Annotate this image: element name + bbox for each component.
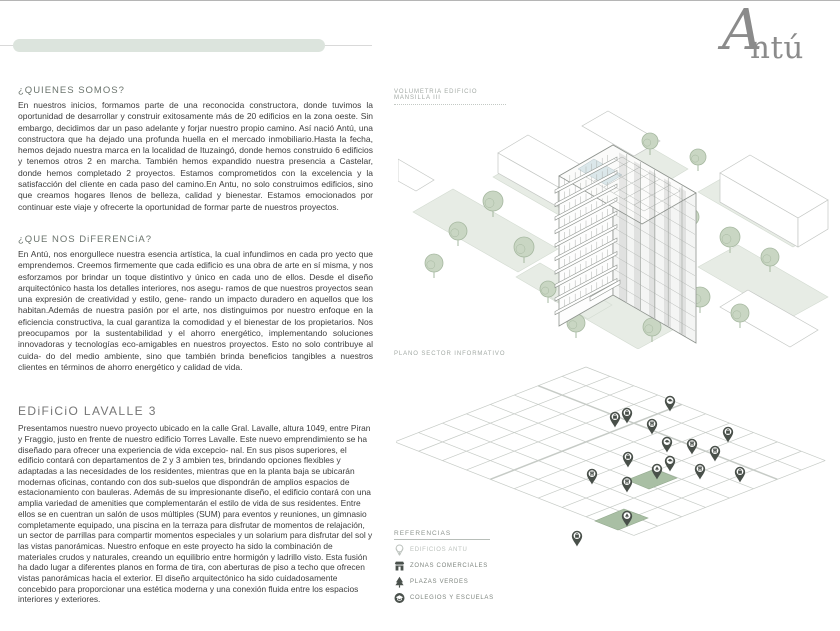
storefront-icon [394, 560, 405, 572]
legend-title: REFERENCIAS [394, 530, 490, 540]
section-heading: ¿QUIENES SOMOS? [18, 85, 125, 96]
text-column [18, 85, 373, 605]
map-pin-store [695, 464, 705, 480]
tree-icon [394, 576, 405, 588]
legend-label: EDIFICIOS ANTU [410, 547, 468, 553]
accent-bar [13, 39, 325, 52]
legend-item-zonas-comerciales [394, 560, 534, 572]
plano-label: PLANO SECTOR INFORMATIVO [394, 351, 506, 357]
section-body: En nuestros inicios, formamos parte de una reconocida constructora, donde tuvimos la oportunidad de desarrollar y construir exitosamente más de 20 edificios en la zona oeste. Sin embargo, decidimos dar un paso adelante y forjar nuestro propio camino. Así nació Antú, una constructora que ha dejado una profunda huella en el mercado inmobiliario.Hasta la fecha, hemos dejado nuestra marca en la localidad de Ituzaingó, donde hemos construido 6 edificios y tenemos otros 2 en marcha. También hemos expandido nuestra presencia a Castelar, donde hemos completado 2 proyectos. Estamos comprometidos con la excelencia y la satisfacción del cliente en cada paso del camino.En Antu, no solo construimos edificios, sino que creamos hogares llenos de belleza, calidad y bienestar. Estamos emocionados por continuar este viaje y ofrecerte la oportunidad de formar parte de nuestros proyectos. [18, 100, 373, 212]
antu-logo [716, 0, 826, 81]
pin-outline-icon [394, 544, 405, 556]
legend-item-edificios-antu [394, 544, 534, 556]
section-body: Presentamos nuestro nuevo proyecto ubicado en la calle Gral. Lavalle, altura 1049, entre Piran y Fraggio, justo en frente de nuestro edificio Torres Lavalle. Este nuevo emprendimiento se ha diseñado para ofrecer una experiencia de vida excepcio- nal. En sus pisos superiores, el edificio contará con departamentos de 2 y 3 ambien tes, brindando opciones flexibles y adaptadas a las necesidades de los residentes, mientras que en la planta baja se ubicarán modernas oficinas, contando con dos sub-suelos que dispondrán de amplios espacios de estacionamiento con bauleras. Además de su impresionante diseño, el edificio contará con una amplia variedad de amenities que complementarán el estilo de vida de sus residentes. Entre ellos se en cuentran un salón de usos múltiples (SUM) para eventos y reuniones, un gimnasio completamente equipado, una piscina en la terraza para disfrutar de momentos de relajación, un sector de parrillas para compartir momentos especiales y un solarium para disfrutar del sol y las vistas panorámicas. Nuestro enfoque en este proyecto ha sido la combinación de materiales crudos y naturales, creando un equilibrio entre hormigón y ladrillo visto. Esta fusión ha dado lugar a diferentes planos en forma de tira, con aberturas de piso a techo que ofrecen vistas panorámicas hacia el exterior. El diseño arquitectónico ha sido cuidadosamente concebido para proporcionar una estética moderna y una conexión fluida entre los espacios interiores y exteriores. [18, 423, 373, 605]
building-illustration [398, 97, 836, 349]
legend-label: ZONAS COMERCIALES [410, 563, 488, 569]
section-quienes-somos [18, 85, 373, 213]
map-pin-bag [610, 412, 620, 428]
map-pin-bag [623, 452, 633, 468]
legend-item-colegios-escuelas [394, 592, 534, 604]
map-legend [394, 530, 534, 608]
legend-item-plazas-verdes [394, 576, 534, 588]
map-pin-bag [735, 467, 745, 483]
map-pin-store [587, 469, 597, 485]
graduation-cap-icon [394, 592, 405, 604]
map-pin-store [687, 439, 697, 455]
map-pin-cap [665, 456, 675, 472]
map-pin-cap [662, 437, 672, 453]
volumetria-label: VOLUMETRIA EDIFICIO MANSILLA III [394, 89, 506, 105]
map-pin-store [710, 446, 720, 462]
section-edificio-lavalle [18, 404, 373, 605]
map-pin-store [622, 477, 632, 493]
legend-label: COLEGIOS Y ESCUELAS [410, 595, 494, 601]
section-heading: EDiFiCiO LAVALLE 3 [18, 404, 157, 419]
map-pin-cap [665, 396, 675, 412]
logo-letter-a: A [722, 0, 763, 63]
section-body: En Antú, nos enorgullece nuestra esencia artística, la cual infundimos en cada pro yecto que emprendemos. Creemos firmemente que cada edificio es una obra de arte en sí misma, y nos esforzamos por brindar un toque distintivo y único en cada uno de ellos. Desde el diseño arquitectónico hasta los detalles interiores, nos asegu- ramos de que nuestros proyectos sean una expresión de creatividad y estilo, gene- rando un impacto duradero en aquellos que los habitan.Además de nuestra pasión por el arte, nos distinguimos por nuestro enfoque en la eficiencia constructiva, la cual garantiza la comodidad y el bienestar de los propietarios. Nos preocupamos por la sustentabilidad y el ahorro energético, implementando soluciones innovadoras y tecnologías eco-amigables en nuestros proyectos. Esto no solo contribuye al cuida- do del medio ambiente, sino que también brinda beneficios tangibles a nuestros clientes en términos de ahorro energético y calidad de vida. [18, 248, 373, 372]
logo-text: ntú [750, 30, 804, 66]
section-heading: ¿QUE NOS DiFERENCiA? [18, 233, 153, 245]
legend-label: PLAZAS VERDES [410, 579, 469, 585]
section-que-nos-diferencia [18, 234, 373, 373]
map-pin-bag [572, 531, 582, 547]
